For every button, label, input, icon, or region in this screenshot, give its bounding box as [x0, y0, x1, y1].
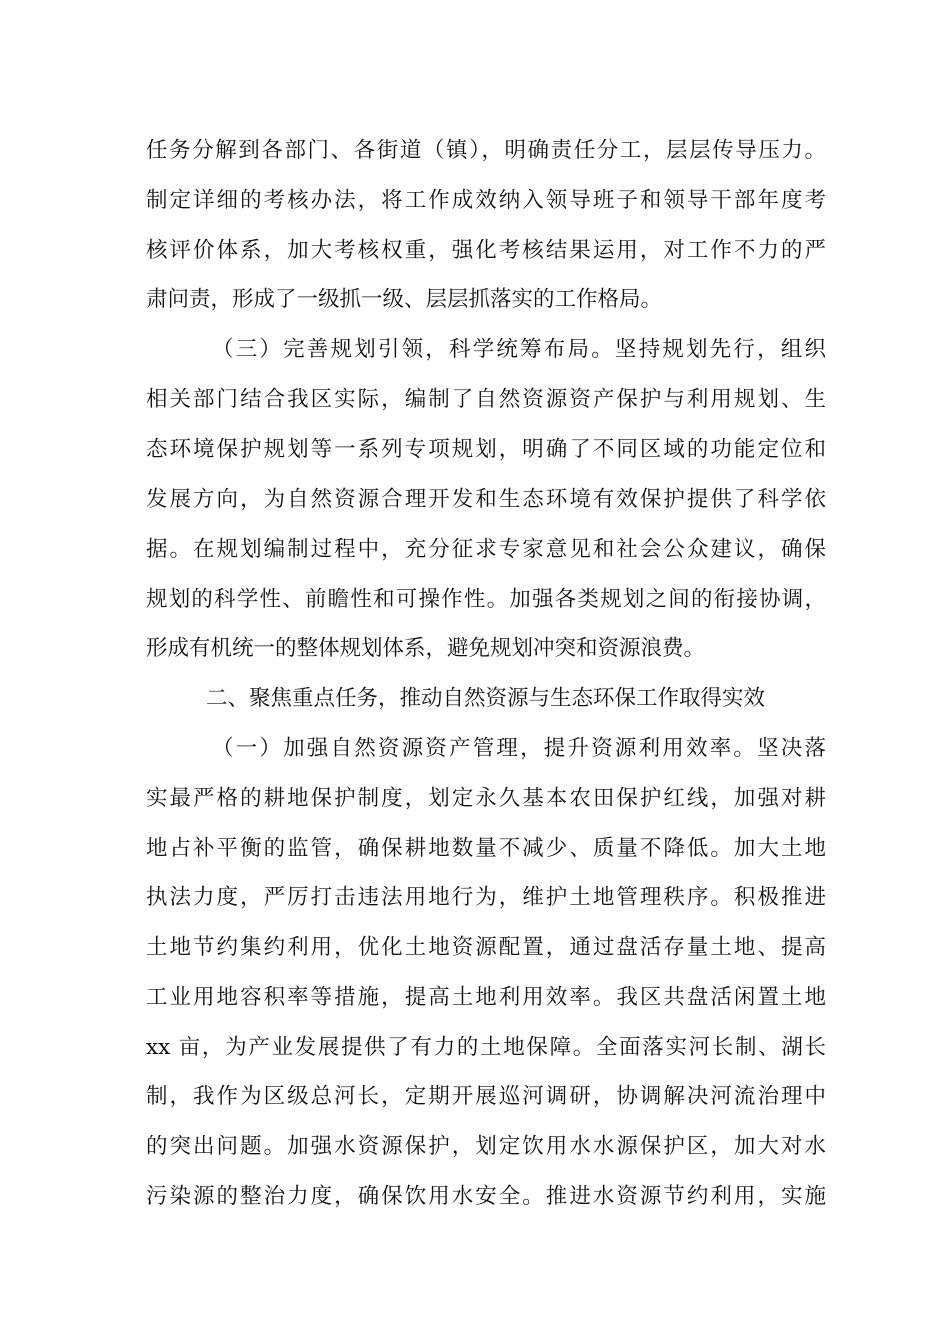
paragraph-line: （一）加强自然资源资产管理，提升资源利用效率。坚决落 — [212, 736, 826, 761]
paragraph-line: 核评价体系，加大考核权重，强化考核结果运用，对工作不力的严 — [146, 238, 826, 263]
paragraph-line: 相关部门结合我区实际，编制了自然资源资产保护与利用规划、生 — [146, 387, 826, 412]
paragraph-line: 制，我作为区级总河长，定期开展巡河调研，协调解决河流治理中 — [146, 1084, 826, 1109]
paragraph-line: 发展方向，为自然资源合理开发和生态环境有效保护提供了科学依 — [146, 487, 826, 512]
paragraph-line: 制定详细的考核办法，将工作成效纳入领导班子和领导干部年度考 — [146, 188, 826, 213]
paragraph-line: 形成有机统一的整体规划体系，避免规划冲突和资源浪费。 — [146, 636, 706, 661]
paragraph-line: 据。在规划编制过程中，充分征求专家意见和社会公众建议，确保 — [146, 537, 826, 562]
paragraph-line: 实最严格的耕地保护制度，划定永久基本农田保护红线，加强对耕 — [146, 786, 826, 811]
paragraph-line: 地占补平衡的监管，确保耕地数量不减少、质量不降低。加大土地 — [146, 836, 826, 861]
section-heading: 二、聚焦重点任务，推动自然资源与生态环保工作取得实效 — [206, 686, 766, 711]
paragraph-line: 任务分解到各部门、各街道（镇），明确责任分工，层层传导压力。 — [146, 138, 826, 163]
paragraph-line: 的突出问题。加强水资源保护，划定饮用水水源保护区，加大对水 — [146, 1134, 826, 1159]
paragraph-line: 肃问责，形成了一级抓一级、层层抓落实的工作格局。 — [146, 287, 663, 312]
paragraph-line: （三）完善规划引领，科学统筹布局。坚持规划先行，组织 — [212, 337, 826, 362]
paragraph-line: 土地节约集约利用，优化土地资源配置，通过盘活存量土地、提高 — [146, 935, 826, 960]
paragraph-line: 态环境保护规划等一系列专项规划，明确了不同区域的功能定位和 — [146, 437, 826, 462]
paragraph-line: 污染源的整治力度，确保饮用水安全。推进水资源节约利用，实施 — [146, 1184, 826, 1209]
paragraph-line: 执法力度，严厉打击违法用地行为，维护土地管理秩序。积极推进 — [146, 885, 826, 910]
paragraph-line: xx 亩，为产业发展提供了有力的土地保障。全面落实河长制、湖长 — [146, 1035, 826, 1060]
paragraph-line: 工业用地容积率等措施，提高土地利用效率。我区共盘活闲置土地 — [146, 985, 826, 1010]
paragraph-line: 规划的科学性、前瞻性和可操作性。加强各类规划之间的衔接协调， — [146, 587, 826, 612]
